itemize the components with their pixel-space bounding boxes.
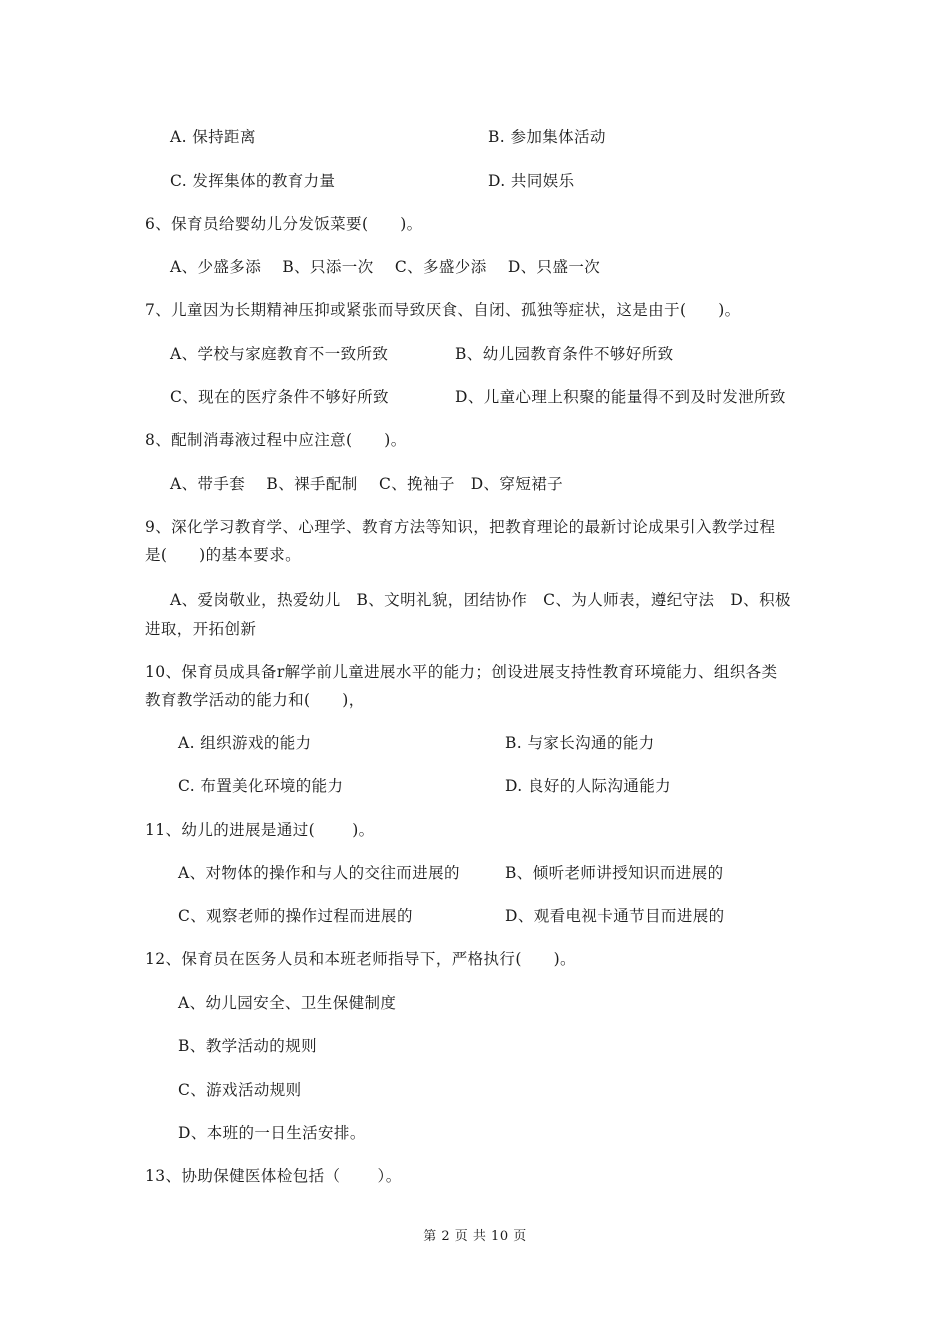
q7-stem: 7、儿童因为长期精神压抑或紧张而导致厌食、自闭、孤独等症状，这是由于( )。 (145, 301, 741, 319)
q10-option-c: C. 布置美化环境的能力 (178, 777, 344, 795)
q5-option-b: B. 参加集体活动 (488, 128, 606, 146)
q11-stem: 11、幼儿的进展是通过( )。 (145, 821, 375, 839)
q12-option-a: A、幼儿园安全、卫生保健制度 (178, 994, 397, 1012)
q11-option-d: D、观看电视卡通节目而进展的 (505, 907, 725, 925)
q5-option-c: C. 发挥集体的教育力量 (170, 172, 336, 190)
q6-stem: 6、保育员给婴幼儿分发饭菜要( )。 (145, 215, 423, 233)
q9-options-line2: 进取，开拓创新 (145, 620, 257, 638)
q10-option-a: A. 组织游戏的能力 (178, 734, 312, 752)
q10-option-b: B. 与家长沟通的能力 (505, 734, 655, 752)
q8-options: A、带手套 B、裸手配制 C、挽袖子 D、穿短裙子 (170, 475, 564, 493)
q11-option-a: A、对物体的操作和与人的交往而进展的 (178, 864, 460, 882)
page-footer: 第 2 页 共 10 页 (423, 1229, 527, 1244)
q12-option-b: B、教学活动的规则 (178, 1037, 317, 1055)
q12-option-d: D、本班的一日生活安排。 (178, 1124, 366, 1142)
q9-stem-line2: 是( )的基本要求。 (145, 546, 301, 564)
q6-options: A、少盛多添 B、只添一次 C、多盛少添 D、只盛一次 (170, 258, 601, 276)
q9-options-line1: A、爱岗敬业，热爱幼儿 B、文明礼貌，团结协作 C、为人师表，遵纪守法 D、积极 (170, 591, 791, 609)
q8-stem: 8、配制消毒液过程中应注意( )。 (145, 431, 407, 449)
q12-option-c: C、游戏活动规则 (178, 1081, 302, 1099)
q12-stem: 12、保育员在医务人员和本班老师指导下，严格执行( )。 (145, 950, 576, 968)
q11-option-c: C、观察老师的操作过程而进展的 (178, 907, 413, 925)
q10-stem-line2: 教育教学活动的能力和( )， (145, 691, 365, 709)
q7-option-b: B、幼儿园教育条件不够好所致 (455, 345, 674, 363)
q7-option-d: D、儿童心理上积聚的能量得不到及时发泄所致 (455, 388, 786, 406)
q11-option-b: B、倾听老师讲授知识而进展的 (505, 864, 724, 882)
q9-stem-line1: 9、深化学习教育学、心理学、教育方法等知识，把教育理论的最新讨论成果引入教学过程 (145, 518, 776, 536)
q7-option-a: A、学校与家庭教育不一致所致 (170, 345, 389, 363)
q10-stem-line1: 10、保育员成具备r解学前儿童进展水平的能力；创设进展支持性教育环境能力、组织各类 (145, 663, 778, 681)
q10-option-d: D. 良好的人际沟通能力 (505, 777, 672, 795)
q5-option-d: D. 共同娱乐 (488, 172, 575, 190)
q13-stem: 13、协助保健医体检包括（ ）。 (145, 1167, 402, 1185)
q7-option-c: C、现在的医疗条件不够好所致 (170, 388, 389, 406)
q5-option-a: A. 保持距离 (170, 128, 256, 146)
